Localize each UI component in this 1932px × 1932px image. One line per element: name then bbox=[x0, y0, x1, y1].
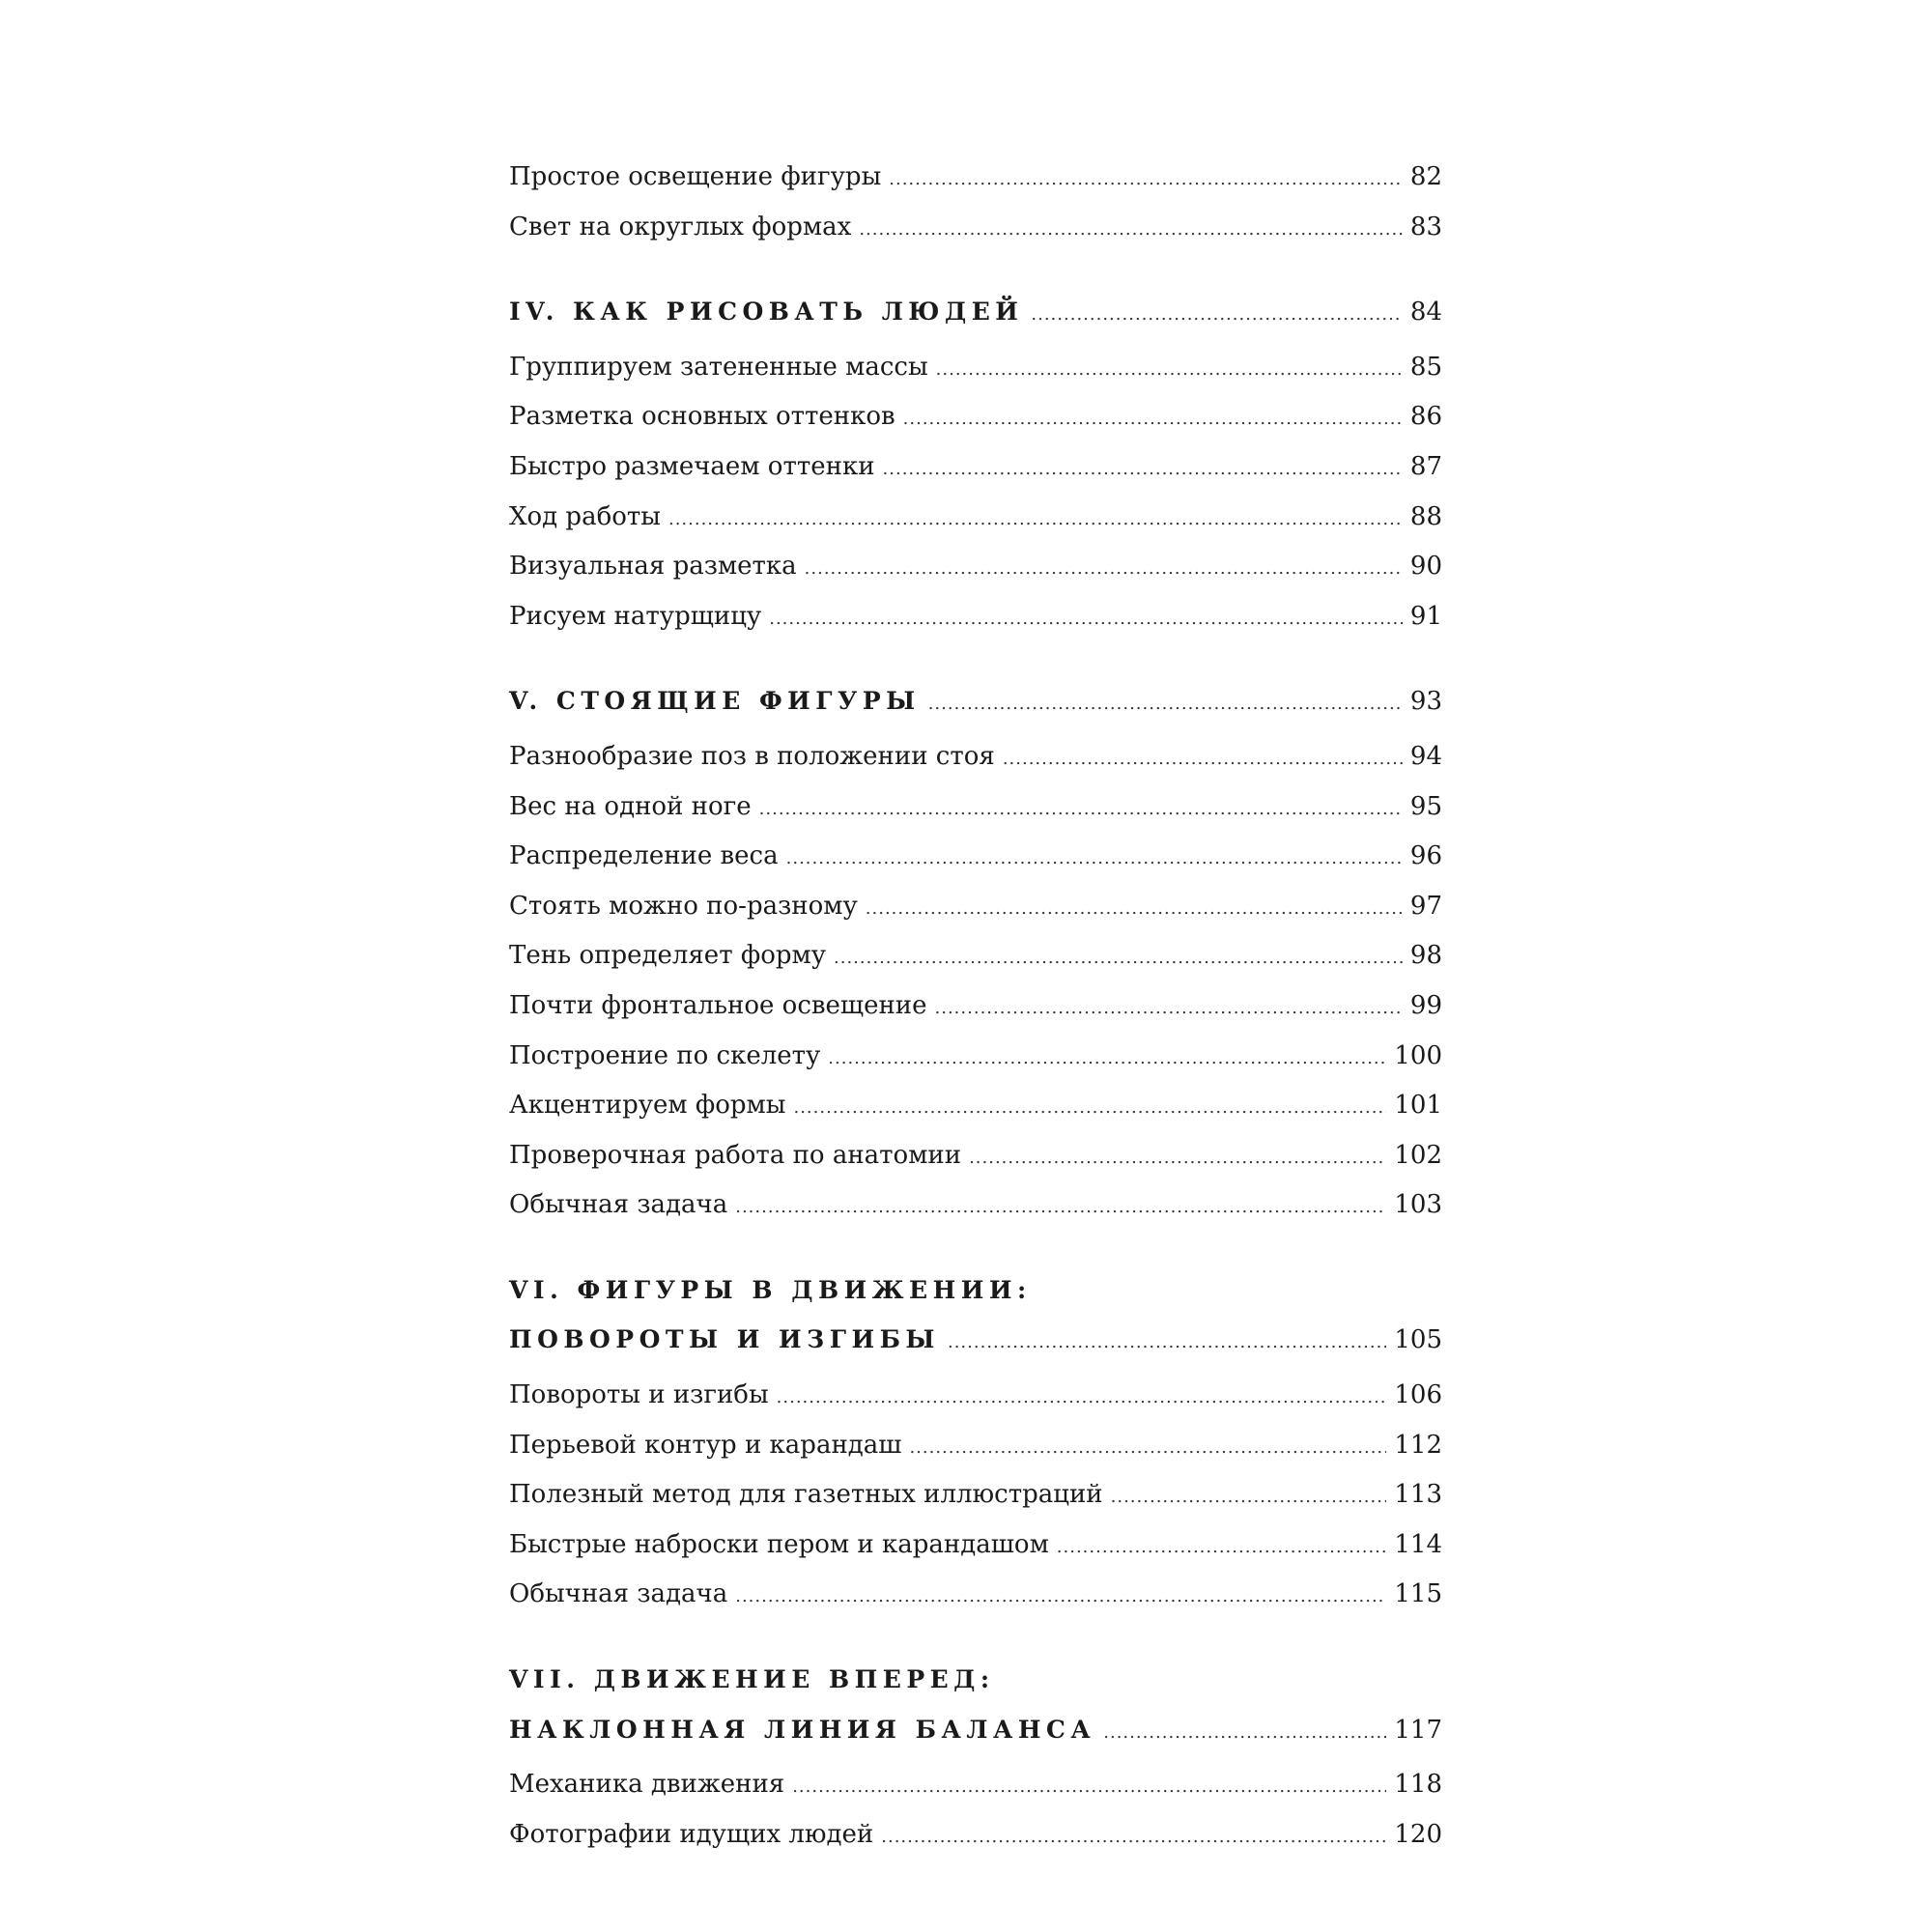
toc-entry-page: 106 bbox=[1394, 1380, 1442, 1410]
leader-dots bbox=[834, 933, 1403, 983]
chapter-heading[interactable] bbox=[509, 1655, 1442, 1754]
toc-entry[interactable] bbox=[509, 442, 1442, 493]
toc-entry-title: Полезный метод для газетных иллюстраций bbox=[509, 1480, 1103, 1510]
toc-entry[interactable] bbox=[509, 1470, 1442, 1520]
toc-entry-title: Повороты и изгибы bbox=[509, 1380, 769, 1410]
leader-dots bbox=[936, 345, 1403, 395]
toc-entry-title: Вес на одной ноге bbox=[509, 791, 752, 821]
toc-entry[interactable] bbox=[509, 931, 1442, 981]
toc-entry[interactable] bbox=[509, 981, 1442, 1032]
chapters-list bbox=[509, 287, 1442, 1860]
toc-entry[interactable] bbox=[509, 1520, 1442, 1571]
toc-entry-title: Рисуем натурщицу bbox=[509, 601, 762, 631]
chapter-title: ПОВОРОТЫ И ИЗГИБЫ bbox=[509, 1325, 940, 1354]
toc-entry-title: Фотографии идущих людей bbox=[509, 1819, 874, 1849]
toc-entry-page: 82 bbox=[1409, 162, 1442, 191]
leader-dots bbox=[969, 1133, 1386, 1183]
chapter-heading-row bbox=[509, 1315, 1442, 1365]
toc-entry[interactable] bbox=[509, 592, 1442, 642]
toc-entry-page: 113 bbox=[1394, 1480, 1442, 1510]
chapter-title: V. СТОЯЩИЕ ФИГУРЫ bbox=[509, 687, 921, 716]
toc-entry-page: 115 bbox=[1394, 1579, 1442, 1609]
table-of-contents bbox=[509, 153, 1442, 1860]
toc-entry-page: 95 bbox=[1409, 791, 1442, 821]
toc-entry-page: 120 bbox=[1394, 1819, 1442, 1849]
toc-entry-title: Проверочная работа по анатомии bbox=[509, 1140, 962, 1170]
leader-dots bbox=[881, 1812, 1386, 1862]
toc-entry-page: 100 bbox=[1394, 1040, 1442, 1070]
chapter-heading-line: VII. ДВИЖЕНИЕ ВПЕРЕД: bbox=[509, 1665, 995, 1694]
toc-entry[interactable] bbox=[509, 1760, 1442, 1810]
leader-dots bbox=[793, 1083, 1386, 1133]
leader-dots bbox=[1111, 1472, 1387, 1522]
chapter-page: 84 bbox=[1409, 298, 1442, 327]
toc-entry-title: Механика движения bbox=[509, 1770, 785, 1800]
toc-entry[interactable] bbox=[509, 1570, 1442, 1620]
leader-dots bbox=[866, 884, 1403, 934]
toc-entry-title: Стоять можно по-разному bbox=[509, 891, 858, 921]
chapter-title: IV. КАК РИСОВАТЬ ЛЮДЕЙ bbox=[509, 298, 1024, 327]
toc-entry-page: 98 bbox=[1409, 941, 1442, 971]
toc-entry-page: 103 bbox=[1394, 1190, 1442, 1220]
chapter-page: 117 bbox=[1394, 1715, 1442, 1745]
toc-entry-page: 94 bbox=[1409, 741, 1442, 771]
chapter-heading[interactable] bbox=[509, 676, 1442, 726]
toc-entry[interactable] bbox=[509, 343, 1442, 393]
leader-dots bbox=[928, 679, 1403, 729]
toc-entry[interactable] bbox=[509, 1421, 1442, 1471]
toc-entry-title: Свет на округлых формах bbox=[509, 212, 852, 242]
chapter-heading[interactable] bbox=[509, 1265, 1442, 1365]
chapter-entries bbox=[509, 1760, 1442, 1860]
toc-entry-page: 91 bbox=[1409, 601, 1442, 631]
leader-dots bbox=[859, 205, 1403, 255]
toc-entry[interactable] bbox=[509, 153, 1442, 203]
toc-entry[interactable] bbox=[509, 1371, 1442, 1421]
leader-dots bbox=[883, 444, 1403, 495]
toc-entry-title: Почти фронтальное освещение bbox=[509, 990, 927, 1020]
chapter-page: 93 bbox=[1409, 687, 1442, 717]
leader-dots bbox=[909, 1423, 1386, 1473]
leader-dots bbox=[805, 544, 1403, 594]
toc-entry-page: 99 bbox=[1409, 990, 1442, 1020]
toc-entry-page: 86 bbox=[1409, 402, 1442, 432]
toc-entry-title: Визуальная разметка bbox=[509, 552, 797, 582]
leader-dots bbox=[1057, 1522, 1387, 1573]
toc-entry[interactable] bbox=[509, 782, 1442, 833]
toc-entry-title: Простое освещение фигуры bbox=[509, 162, 882, 191]
leader-dots bbox=[735, 1572, 1386, 1622]
leader-dots bbox=[889, 155, 1403, 205]
toc-entry-page: 85 bbox=[1409, 352, 1442, 382]
toc-entry[interactable] bbox=[509, 542, 1442, 592]
leader-dots bbox=[735, 1182, 1386, 1233]
chapter-entries bbox=[509, 1371, 1442, 1620]
toc-entry-title: Группируем затененные массы bbox=[509, 352, 928, 382]
toc-entry[interactable] bbox=[509, 832, 1442, 882]
toc-entry-title: Быстрые наброски пером и карандашом bbox=[509, 1529, 1049, 1559]
toc-entry[interactable] bbox=[509, 732, 1442, 782]
toc-entry-page: 114 bbox=[1394, 1529, 1442, 1559]
leader-dots bbox=[1031, 290, 1403, 340]
chapter-page: 105 bbox=[1394, 1325, 1442, 1355]
toc-entry-title: Обычная задача bbox=[509, 1190, 728, 1220]
toc-entry[interactable] bbox=[509, 1131, 1442, 1181]
toc-entry[interactable] bbox=[509, 1081, 1442, 1131]
toc-entry-page: 97 bbox=[1409, 891, 1442, 921]
toc-entry-title: Быстро размечаем оттенки bbox=[509, 451, 875, 481]
toc-entry-page: 88 bbox=[1409, 501, 1442, 531]
toc-entry-page: 83 bbox=[1409, 212, 1442, 242]
toc-entry-page: 87 bbox=[1409, 451, 1442, 481]
toc-entry[interactable] bbox=[509, 1810, 1442, 1861]
toc-entry-title: Ход работы bbox=[509, 501, 661, 531]
toc-entry-title: Обычная задача bbox=[509, 1579, 728, 1609]
leader-dots bbox=[777, 1373, 1387, 1423]
toc-entry-title: Разметка основных оттенков bbox=[509, 402, 895, 432]
chapter-heading-line: VI. ФИГУРЫ В ДВИЖЕНИИ: bbox=[509, 1275, 1032, 1304]
toc-entry-page: 102 bbox=[1394, 1140, 1442, 1170]
toc-entry[interactable] bbox=[509, 392, 1442, 442]
toc-entry-title: Тень определяет форму bbox=[509, 941, 827, 971]
leader-dots bbox=[769, 594, 1403, 644]
chapter-heading[interactable] bbox=[509, 287, 1442, 337]
chapter-entries bbox=[509, 732, 1442, 1231]
leader-dots bbox=[786, 834, 1403, 884]
leader-dots bbox=[668, 495, 1403, 545]
leader-dots bbox=[1003, 734, 1403, 784]
leader-dots bbox=[759, 784, 1403, 835]
toc-entry[interactable] bbox=[509, 203, 1442, 253]
toc-entry-title: Перьевой контур и карандаш bbox=[509, 1430, 902, 1460]
chapter-title: НАКЛОННАЯ ЛИНИЯ БАЛАНСА bbox=[509, 1715, 1096, 1744]
chapter-heading-row bbox=[509, 287, 1442, 337]
toc-entry[interactable] bbox=[509, 882, 1442, 932]
leader-dots bbox=[792, 1762, 1386, 1812]
leader-dots bbox=[935, 983, 1403, 1034]
toc-entry-title: Акцентируем формы bbox=[509, 1091, 786, 1121]
toc-entry[interactable] bbox=[509, 493, 1442, 543]
toc-entry-title: Построение по скелету bbox=[509, 1040, 821, 1070]
toc-entry[interactable] bbox=[509, 1180, 1442, 1231]
toc-entry-title: Распределение веса bbox=[509, 841, 779, 871]
toc-entry-page: 101 bbox=[1394, 1091, 1442, 1121]
leader-dots bbox=[903, 394, 1403, 444]
leader-dots bbox=[1103, 1708, 1386, 1758]
toc-entry[interactable] bbox=[509, 1032, 1442, 1082]
chapter-entries bbox=[509, 343, 1442, 642]
leader-dots bbox=[828, 1034, 1386, 1084]
chapter-heading-row bbox=[509, 1705, 1442, 1755]
toc-entry-page: 112 bbox=[1394, 1430, 1442, 1460]
toc-entry-title: Разнообразие поз в положении стоя bbox=[509, 741, 995, 771]
intro-entries bbox=[509, 153, 1442, 252]
chapter-heading-row bbox=[509, 676, 1442, 726]
leader-dots bbox=[948, 1318, 1386, 1368]
toc-entry-page: 90 bbox=[1409, 552, 1442, 582]
toc-entry-page: 96 bbox=[1409, 841, 1442, 871]
toc-entry-page: 118 bbox=[1394, 1770, 1442, 1800]
